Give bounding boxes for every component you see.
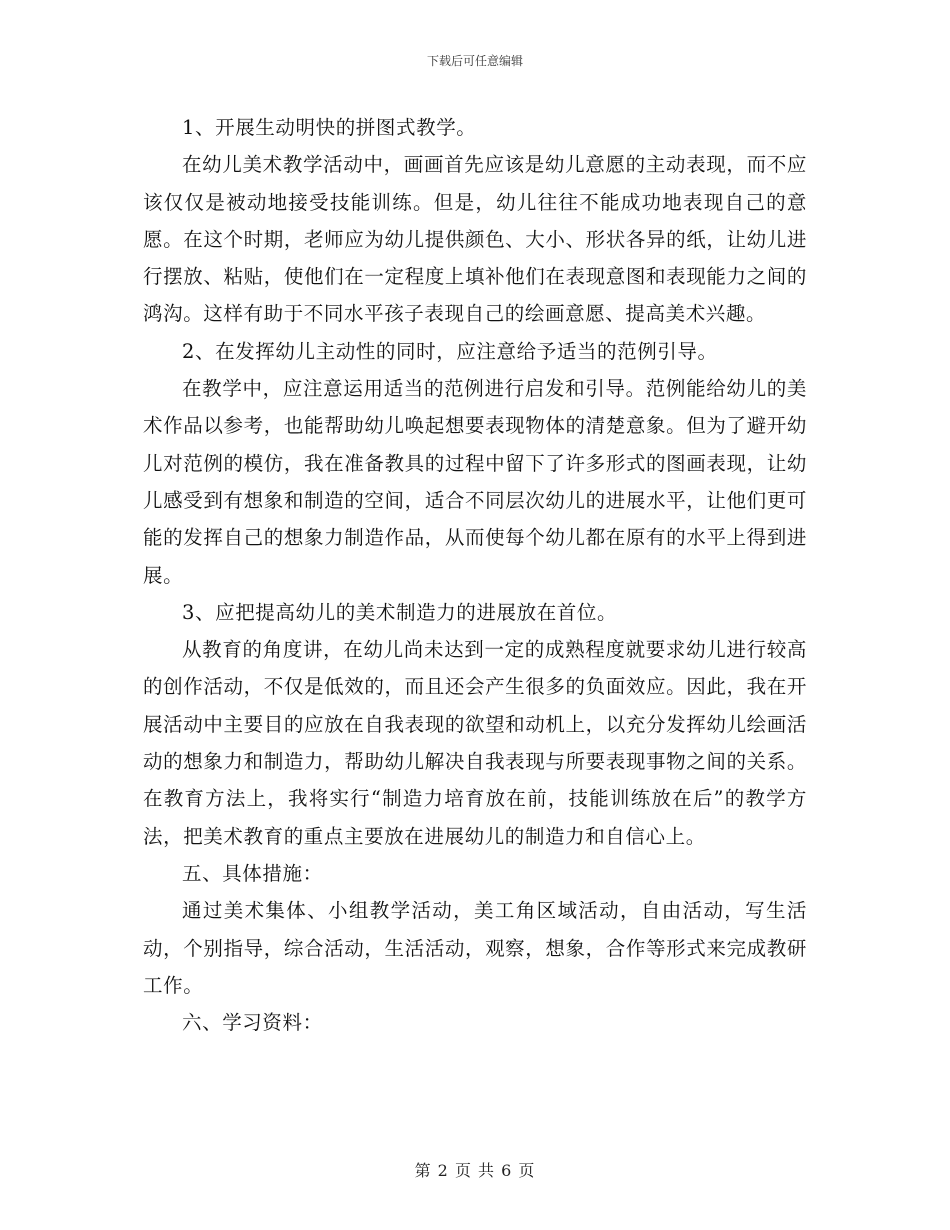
paragraph-body: 在教学中，应注意运用适当的范例进行启发和引导。范例能给幼儿的美术作品以参考，也能帮助幼儿唤起想要表现物体的清楚意象。但为了避开幼儿对范例的模仿，我在准备教具的过程中留下了许多形式的图画表现，让幼儿感受到有想象和制造的空间，适合不同层次幼儿的进展水平，让他们更可能的发挥自己的想象力制造作品，从而使每个幼儿都在原有的水平上得到进展。 bbox=[143, 377, 807, 587]
section-heading-measures: 五、具体措施： bbox=[182, 861, 323, 885]
paragraph-heading-2: 2、在发挥幼儿主动性的同时，应注意给予适当的范例引导。 bbox=[182, 339, 718, 363]
paragraph-body: 从教育的角度讲，在幼儿尚未达到一定的成熟程度就要求幼儿进行较高的创作活动，不仅是低效的，而且还会产生很多的负面效应。因此，我在开展活动中主要目的应放在自我表现的欲望和动机上，以充分发挥幼儿绘画活动的想象力和制造力，帮助幼儿解决自我表现与所要表现事物之间的关系。在教育方法上，我将实行“制造力培育放在前，技能训练放在后”的教学方法，把美术教育的重点主要放在进展幼儿的制造力和自信心上。 bbox=[143, 638, 807, 848]
page-number: 第 2 页 共 6 页 bbox=[414, 1161, 536, 1180]
section-heading-materials: 六、学习资料： bbox=[182, 1011, 323, 1035]
document-body bbox=[143, 109, 807, 1041]
paragraph-body: 通过美术集体、小组教学活动，美工角区域活动，自由活动，写生活动，个别指导，综合活动，生活活动，观察，想象，合作等形式来完成教研工作。 bbox=[143, 899, 807, 997]
paragraph-heading-3: 3、应把提高幼儿的美术制造力的进展放在首位。 bbox=[182, 600, 618, 624]
paragraph-heading-1: 1、开展生动明快的拼图式教学。 bbox=[182, 116, 477, 139]
paragraph-body: 在幼儿美术教学活动中，画画首先应该是幼儿意愿的主动表现，而不应该仅仅是被动地接受技能训练。但是，幼儿往往不能成功地表现自己的意愿。在这个时期，老师应为幼儿提供颜色、大小、形状各异的纸，让幼儿进行摆放、粘贴，使他们在一定程度上填补他们在表现意图和表现能力之间的鸿沟。这样有助于不同水平孩子表现自己的绘画意愿、提高美术兴趣。 bbox=[143, 153, 807, 326]
page-header-note: 下载后可任意编辑 bbox=[426, 54, 523, 68]
